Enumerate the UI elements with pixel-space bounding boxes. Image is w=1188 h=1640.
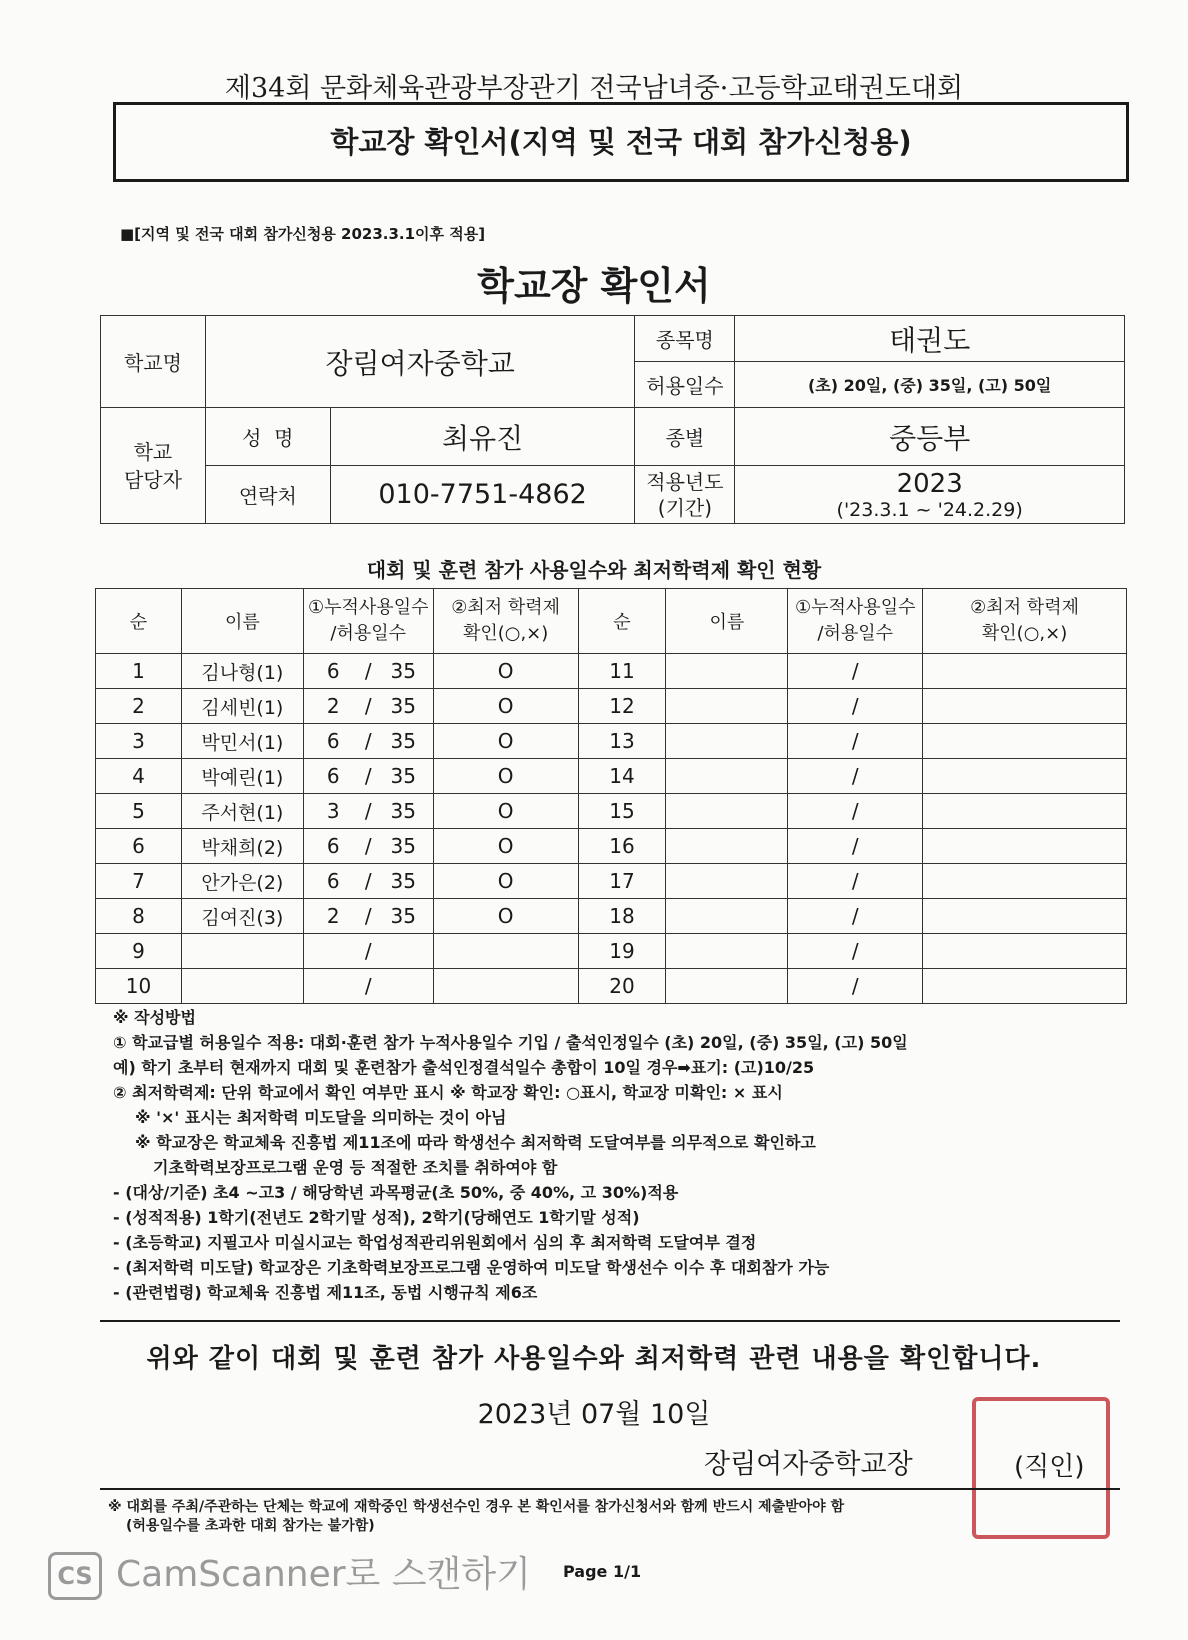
row-name-right xyxy=(666,654,788,689)
row-days-allowed: 35 xyxy=(390,764,416,788)
manager-name: 최유진 xyxy=(330,408,635,466)
row-days xyxy=(303,724,433,759)
seal-note: (직인) xyxy=(1014,1452,1085,1482)
row-no: 3 xyxy=(96,724,182,759)
row-check xyxy=(433,934,578,969)
row-days-right: / xyxy=(788,724,923,759)
col-check: ②최저 학력제 확인(○,×) xyxy=(433,589,578,654)
row-days-slash: / xyxy=(364,659,372,683)
row-check-right xyxy=(923,794,1127,829)
row-days-allowed: 35 xyxy=(390,869,416,893)
method-line-1: ① 학교급별 허용일수 적용: 대회·훈련 참가 누적사용일수 기입 / 출석인정일수 (초) 20일, (중) 35일, (고) 50일 xyxy=(113,1033,908,1052)
col-days-right: ①누적사용일수 /허용일수 xyxy=(788,589,923,654)
row-no-right: 18 xyxy=(578,899,666,934)
row-check: O xyxy=(433,829,578,864)
row-no: 10 xyxy=(96,969,182,1004)
row-name xyxy=(181,934,303,969)
row-days-allowed: 35 xyxy=(390,834,416,858)
row-days-slash: / xyxy=(364,974,372,998)
table-row xyxy=(96,934,1127,969)
sport-value: 태권도 xyxy=(735,316,1125,362)
row-name-right xyxy=(666,829,788,864)
row-no: 7 xyxy=(96,864,182,899)
row-days-allowed: 35 xyxy=(390,729,416,753)
col-days: ①누적사용일수 /허용일수 xyxy=(303,589,433,654)
row-days-slash: / xyxy=(364,694,372,718)
usage-table-header xyxy=(96,589,1127,654)
row-name: 박채희(2) xyxy=(181,829,303,864)
row-name: 주서현(1) xyxy=(181,794,303,829)
table-row xyxy=(96,654,1127,689)
row-check-right xyxy=(923,934,1127,969)
row-days-slash: / xyxy=(364,729,372,753)
row-days-right: / xyxy=(788,829,923,864)
method-line-9: - (초등학교) 지필고사 미실시교는 학업성적관리위원회에서 심의 후 최저학력 도달여부 결정 xyxy=(113,1233,757,1252)
row-days-used: 6 xyxy=(326,729,340,753)
row-name: 김여진(3) xyxy=(181,899,303,934)
info-table xyxy=(100,315,1125,524)
row-name: 박민서(1) xyxy=(181,724,303,759)
row-name-right xyxy=(666,794,788,829)
usage-table xyxy=(95,588,1127,1004)
row-days-slash: / xyxy=(364,904,372,928)
row-name: 박예린(1) xyxy=(181,759,303,794)
row-days xyxy=(303,794,433,829)
row-days-right: / xyxy=(788,934,923,969)
row-name: 안가은(2) xyxy=(181,864,303,899)
row-days-right: / xyxy=(788,899,923,934)
row-check: O xyxy=(433,654,578,689)
row-no-right: 12 xyxy=(578,689,666,724)
row-days xyxy=(303,864,433,899)
document-date: 2023년 07월 10일 xyxy=(477,1399,711,1430)
method-line-4: ※ '×' 표시는 최저학력 미도달을 의미하는 것이 아님 xyxy=(135,1108,507,1127)
row-no-right: 11 xyxy=(578,654,666,689)
applied-year: 2023 xyxy=(896,468,963,499)
row-no: 9 xyxy=(96,934,182,969)
table-row xyxy=(96,724,1127,759)
row-days xyxy=(303,934,433,969)
row-check: O xyxy=(433,759,578,794)
method-title: ※ 작성방법 xyxy=(113,1008,196,1027)
row-days-right: / xyxy=(788,759,923,794)
application-note: ■[지역 및 전국 대회 참가신청용 2023.3.1이후 적용] xyxy=(120,225,486,243)
row-check-right xyxy=(923,759,1127,794)
row-check: O xyxy=(433,864,578,899)
row-check: O xyxy=(433,794,578,829)
principal-name: 장림여자중학교장 xyxy=(704,1449,913,1480)
footnote xyxy=(108,1498,1108,1536)
row-name-right xyxy=(666,864,788,899)
row-days-used: 3 xyxy=(326,799,340,823)
page-number: Page 1/1 xyxy=(563,1562,642,1581)
table-row xyxy=(96,794,1127,829)
row-days xyxy=(303,759,433,794)
method-line-6: 기초학력보장프로그램 운영 등 적절한 조치를 취하여야 함 xyxy=(153,1158,558,1177)
col-name: 이름 xyxy=(181,589,303,654)
row-check-right xyxy=(923,899,1127,934)
division-value: 중등부 xyxy=(735,408,1125,466)
row-name-right xyxy=(666,724,788,759)
form-title-box xyxy=(113,102,1129,182)
manager-name-label: 성 명 xyxy=(205,408,330,466)
row-days-slash: / xyxy=(364,799,372,823)
row-days xyxy=(303,829,433,864)
row-days-slash: / xyxy=(364,869,372,893)
row-days xyxy=(303,899,433,934)
row-days-used: 6 xyxy=(326,764,340,788)
divider xyxy=(100,1320,1120,1322)
school-label: 학교명 xyxy=(101,316,206,408)
usage-table-title: 대회 및 훈련 참가 사용일수와 최저학력제 확인 현황 xyxy=(366,558,822,582)
row-check: O xyxy=(433,689,578,724)
row-no-right: 20 xyxy=(578,969,666,1004)
applied-period: ('23.3.1 ~ '24.2.29) xyxy=(836,498,1023,521)
camscanner-logo-icon: CS xyxy=(48,1552,102,1600)
divider-bottom xyxy=(100,1488,1120,1490)
row-name-right xyxy=(666,689,788,724)
table-row xyxy=(96,864,1127,899)
row-name-right xyxy=(666,969,788,1004)
row-days-slash: / xyxy=(364,834,372,858)
document-heading: 학교장 확인서 xyxy=(477,264,711,308)
method-line-11: - (관련법령) 학교체육 진흥법 제11조, 동법 시행규칙 제6조 xyxy=(113,1283,538,1302)
camscanner-watermark xyxy=(48,1546,531,1600)
contact-value: 010-7751-4862 xyxy=(330,466,635,524)
col-name-right: 이름 xyxy=(666,589,788,654)
row-days-right: / xyxy=(788,864,923,899)
row-name: 김나형(1) xyxy=(181,654,303,689)
writing-method xyxy=(113,1005,1153,1305)
manager-label: 학교 담당자 xyxy=(101,408,206,524)
row-days-slash: / xyxy=(364,764,372,788)
table-row xyxy=(96,969,1127,1004)
row-name-right xyxy=(666,759,788,794)
method-line-7: - (대상/기준) 초4 ~고3 / 해당학년 과목평균(초 50%, 중 40%, 고 30%)적용 xyxy=(113,1183,679,1202)
row-days-slash: / xyxy=(364,939,372,963)
school-name: 장림여자중학교 xyxy=(205,316,635,408)
contact-label: 연락처 xyxy=(205,466,330,524)
row-check: O xyxy=(433,899,578,934)
row-no: 8 xyxy=(96,899,182,934)
row-check: O xyxy=(433,724,578,759)
row-check-right xyxy=(923,689,1127,724)
row-days-used: 6 xyxy=(326,834,340,858)
row-check-right xyxy=(923,724,1127,759)
row-days-used: 6 xyxy=(326,869,340,893)
row-no: 2 xyxy=(96,689,182,724)
row-no: 6 xyxy=(96,829,182,864)
event-title: 제34회 문화체육관광부장관기 전국남녀중·고등학교태권도대회 xyxy=(224,73,964,104)
row-no-right: 15 xyxy=(578,794,666,829)
applied-year-label: 적용년도 (기간) xyxy=(635,466,735,524)
sport-label: 종목명 xyxy=(635,316,735,362)
method-line-2: 예) 학기 초부터 현재까지 대회 및 훈련참가 출석인정결석일수 총합이 10일 경우➡표기: (고)10/25 xyxy=(113,1058,815,1077)
table-row xyxy=(96,689,1127,724)
row-days-right: / xyxy=(788,654,923,689)
row-days-allowed: 35 xyxy=(390,659,416,683)
method-line-5: ※ 학교장은 학교체육 진흥법 제11조에 따라 학생선수 최저학력 도달여부를 의무적으로 확인하고 xyxy=(135,1133,816,1152)
form-title: 학교장 확인서(지역 및 전국 대회 참가신청용) xyxy=(330,125,912,159)
row-days-used: 2 xyxy=(326,904,340,928)
table-row xyxy=(96,759,1127,794)
table-row xyxy=(96,829,1127,864)
camscanner-text: CamScanner로 스캔하기 xyxy=(116,1554,531,1595)
row-days xyxy=(303,654,433,689)
row-no-right: 17 xyxy=(578,864,666,899)
row-days xyxy=(303,689,433,724)
confirmation-statement: 위와 같이 대회 및 훈련 참가 사용일수와 최저학력 관련 내용을 확인합니다. xyxy=(146,1344,1042,1374)
row-no-right: 19 xyxy=(578,934,666,969)
row-days-right: / xyxy=(788,794,923,829)
row-days-allowed: 35 xyxy=(390,799,416,823)
row-no: 1 xyxy=(96,654,182,689)
row-name: 김세빈(1) xyxy=(181,689,303,724)
row-check-right xyxy=(923,864,1127,899)
table-row xyxy=(96,899,1127,934)
row-no-right: 13 xyxy=(578,724,666,759)
col-check-right: ②최저 학력제 확인(○,×) xyxy=(923,589,1127,654)
row-check-right xyxy=(923,654,1127,689)
footnote-line-2: (허용일수를 초과한 대회 참가는 불가함) xyxy=(126,1518,375,1534)
method-line-3: ② 최저학력제: 단위 학교에서 확인 여부만 표시 ※ 학교장 확인: ○표시, 학교장 미확인: × 표시 xyxy=(113,1083,783,1102)
method-line-8: - (성적적용) 1학기(전년도 2학기말 성적), 2학기(당해연도 1학기말 성적) xyxy=(113,1208,640,1227)
col-no-right: 순 xyxy=(578,589,666,654)
row-days-right: / xyxy=(788,969,923,1004)
row-check-right xyxy=(923,969,1127,1004)
division-label: 종별 xyxy=(635,408,735,466)
footnote-line-1: ※ 대회를 주최/주관하는 단체는 학교에 재학중인 학생선수인 경우 본 확인서를 참가신청서와 함께 반드시 제출받아야 함 xyxy=(108,1499,845,1515)
row-name xyxy=(181,969,303,1004)
row-days-used: 2 xyxy=(326,694,340,718)
row-no: 4 xyxy=(96,759,182,794)
applied-year-cell xyxy=(735,466,1125,524)
row-days xyxy=(303,969,433,1004)
row-no: 5 xyxy=(96,794,182,829)
row-days-right: / xyxy=(788,689,923,724)
allowed-days-value: (초) 20일, (중) 35일, (고) 50일 xyxy=(735,362,1125,408)
method-line-10: - (최저학력 미도달) 학교장은 기초학력보장프로그램 운영하여 미도달 학생선수 이수 후 대회참가 가능 xyxy=(113,1258,830,1277)
row-check-right xyxy=(923,829,1127,864)
col-no: 순 xyxy=(96,589,182,654)
row-days-used: 6 xyxy=(326,659,340,683)
row-days-allowed: 35 xyxy=(390,694,416,718)
allowed-days-label: 허용일수 xyxy=(635,362,735,408)
row-no-right: 14 xyxy=(578,759,666,794)
row-check xyxy=(433,969,578,1004)
row-days-allowed: 35 xyxy=(390,904,416,928)
row-name-right xyxy=(666,899,788,934)
row-name-right xyxy=(666,934,788,969)
row-no-right: 16 xyxy=(578,829,666,864)
